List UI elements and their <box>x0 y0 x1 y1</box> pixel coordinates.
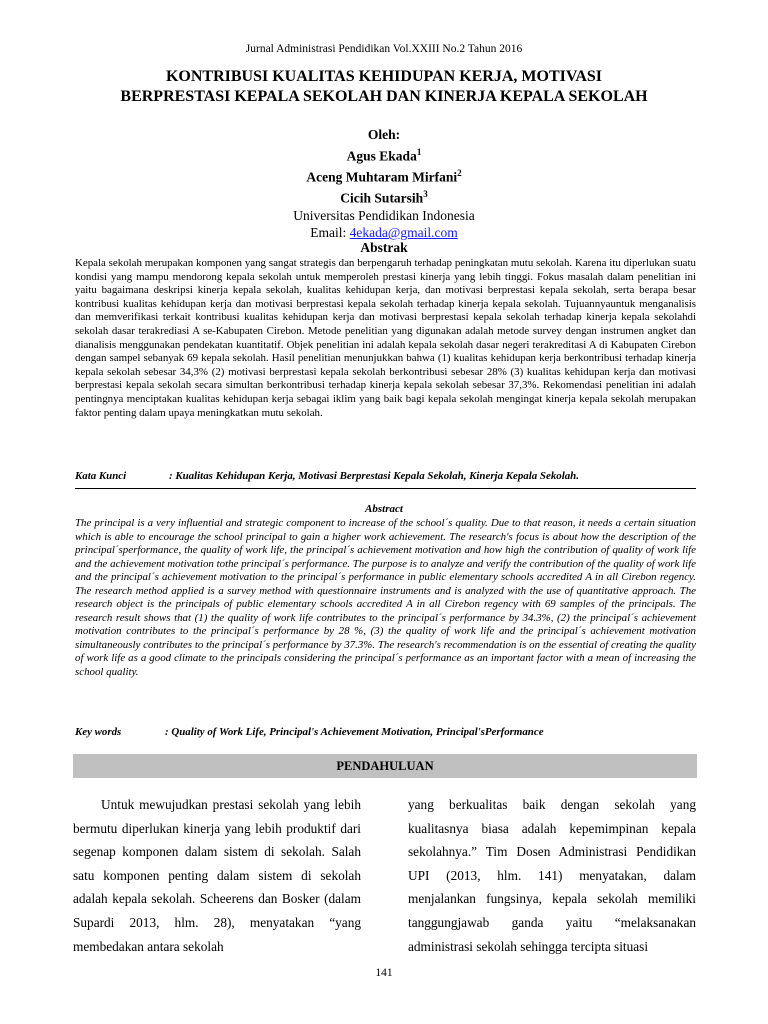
author-name: Cicih Sutarsih <box>340 190 424 205</box>
kata-kunci-label: Kata Kunci <box>75 470 127 482</box>
key-words-label: Key words <box>75 726 122 738</box>
title-line-1: KONTRIBUSI KUALITAS KEHIDUPAN KERJA, MOTIVASI <box>165 68 603 85</box>
author-affil-mark: 1 <box>416 146 422 157</box>
divider-rule <box>75 488 696 489</box>
author-affil-mark: 3 <box>423 188 428 199</box>
body-column-right: yang berkualitas baik dengan sekolah yang kualitasnya biasa adalah kepemimpinan kepala sekolahnya.” Tim Dosen Administrasi Pendidikan UPI (2013, hlm. 141) menyatakan, dalam menjalankan fungsinya, kepala sekolah memiliki tanggungjawab ganda yaitu “melaksanakan administrasi sekolah sehingga tercipta situasi <box>408 797 696 954</box>
author-name: Aceng Muhtaram Mirfani <box>306 169 458 184</box>
abstract-heading: Abstract <box>365 503 403 515</box>
kata-kunci-text: : Kualitas Kehidupan Kerja, Motivasi Berprestasi Kepala Sekolah, Kinerja Kepala Sekolah. <box>169 470 579 482</box>
author-2 <box>0 165 768 186</box>
key-words-line <box>75 726 696 738</box>
oleh-label: Oleh: <box>367 127 401 142</box>
kata-kunci-line <box>75 470 696 482</box>
email-link[interactable]: 4ekada@gmail.com <box>349 225 458 240</box>
paper-title <box>40 67 728 107</box>
email-line <box>0 224 768 242</box>
body-column-left: Untuk mewujudkan prestasi sekolah yang lebih bermutu diperlukan kinerja yang lebih produktif dari segenap komponen dalam sistem di sekolah. Salah satu komponen penting dalam sistem di sekolah adalah kepala sekolah. Scheerens dan Bosker (dalam Supardi 2013, hlm. 28), menyatakan “yang membedakan antara sekolah <box>73 797 361 954</box>
author-block <box>0 126 768 242</box>
abstract-text: The principal is a very influential and strategic component to increase of the school´s quality. Due to that reason, it needs a certain situation which is able to encourage the school principal to gain a higher work achievement. The research's focus is about how the description of the principal´sperformance, the quality of work life, the principal´s achievement motivation and how high the contribution of quality of work life and the achievement motivation tothe principal´s performance. The purpose is to analyze and verify the contribution of the quality of work life and the principal´s achievement motivation to the principal´s performance in public elementary schools accredited A in all Cirebon regency. The research method applied is a survey method with questionnaire instruments and is analyzed with the use of quantitative approach. The research object is the principals of public elementary schools accredited A in all Cirebon regency with 69 samples of the principals. The research result shows that (1) the quality of work life contributes to the principal´s performance by 34.3%, (2) the principal´s achievement motivation contributes to the principal´s performance by 28 %, (3) the quality of work life and the principal´s achievement motivation simultaneously contributes to the principal´s performance by 37.3%. The research's recommendation is on the essential of creating the quality of work life as a good climate to the principals considering the principal´s performance as an important factor with a mean of increasing the school quality. <box>75 517 696 678</box>
page-number: 141 <box>375 967 393 979</box>
key-words-text: : Quality of Work Life, Principal's Achievement Motivation, Principal'sPerformance <box>165 726 544 738</box>
author-1 <box>0 144 768 165</box>
abstrak-heading: Abstrak <box>360 240 408 255</box>
title-line-2: BERPRESTASI KEPALA SEKOLAH DAN KINERJA KEPALA SEKOLAH <box>120 88 648 105</box>
section-heading-pendahuluan: PENDAHULUAN <box>73 754 697 778</box>
email-label: Email: <box>310 225 350 240</box>
affiliation: Universitas Pendidikan Indonesia <box>293 207 475 223</box>
author-3 <box>0 186 768 207</box>
author-name: Agus Ekada <box>346 148 417 163</box>
author-affil-mark: 2 <box>457 167 462 178</box>
journal-header: Jurnal Administrasi Pendidikan Vol.XXIII No.2 Tahun 2016 <box>245 43 523 55</box>
abstrak-text: Kepala sekolah merupakan komponen yang sangat strategis dan berpengaruh terhadap peningkatan mutu sekolah. Karena itu diperlukan suatu kondisi yang mampu mendorong kepala sekolah untuk memperoleh prestasi kinerja yang lebih tinggi. Fokus masalah dalam penelitian ini yaitu bagaimana deskripsi kinerja kepala sekolah, kualitas kehidupan kerja, dan motivasi berprestasi kepala sekolah, serta berapa besar kontribusi kualitas kehidupan kerja dan motivasi berprestasi kepala sekolah terhadap kinerja kepala sekolah. Tujuannyauntuk menganalisis dan memverifikasi terkait kontribusi kualitas kehidupan kerja dan motivasi berprestasi kepala sekolah terhadap kinerja kepala sekolahdi sekolah dasar terakrediasi A se-Kabupaten Cirebon. Metode penelitian yang digunakan adalah metode survey dengan instrumen angket dan dianalisis menggunakan pendekatan kuantitatif. Objek penelitian ini adalah kepala sekolah dasar negeri terakreditasi A di Kabupaten Cirebon dengan sampel sebanyak 69 kepala sekolah. Hasil penelitian menunjukkan bahwa (1) kualitas kehidupan kerja berkontribusi terhadap kinerja kepala sekolah sebesar 34,3% (2) motivasi berprestasi kepala sekolah berkontribusi sebesar 28% (3) kualitas kehidupan kerja dan motivasi berprestasi kepala sekolah secara simultan berkontribusi terhadap kinerja kepala sekolah sebesar 37,3%. Rekomendasi penelitian ini adalah pentingnya menciptakan kualitas kehidupan kerja sebagai iklim yang baik bagi kepala sekolah mengingat kinerja kepala sekolah merupakan faktor penting dalam upaya meningkatkan mutu sekolah. <box>75 257 696 419</box>
